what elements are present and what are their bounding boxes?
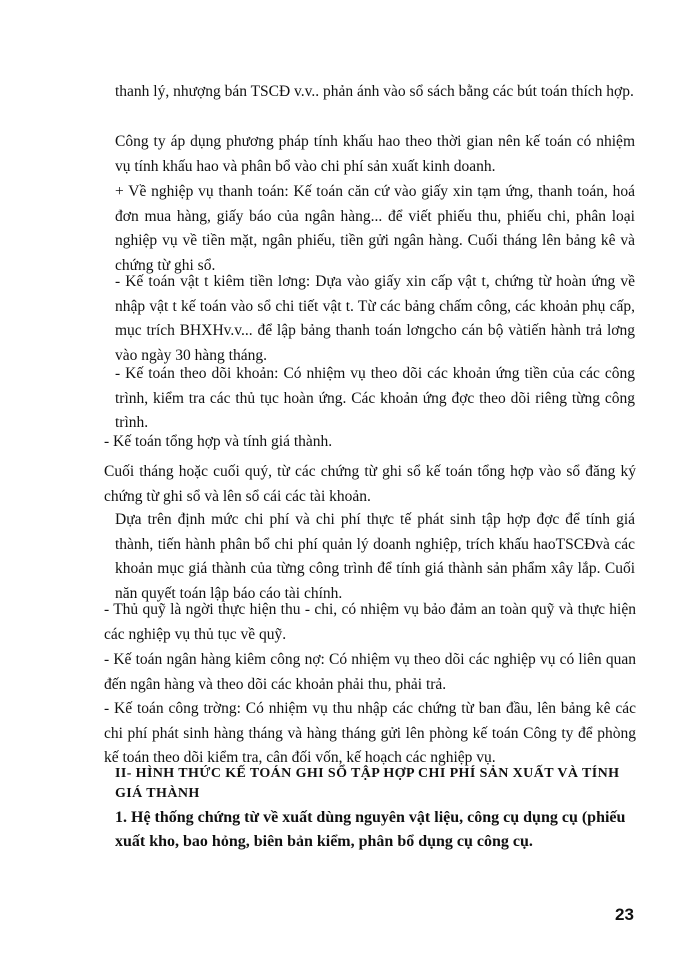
paragraph-advances: - Kế toán theo dõi khoản: Có nhiệm vụ theo dõi các khoản ứng tiền của các công trình, kiểm tra các thủ tục hoàn ứng. Các khoản ứng đợc theo dõi riêng từng công trình. xyxy=(115,365,635,431)
paragraph-treasurer: - Thủ quỹ là ngời thực hiện thu - chi, có nhiệm vụ bảo đảm an toàn quỹ và thực hiện các nghiệp vụ thủ tục về quỹ. xyxy=(104,601,636,643)
paragraph-site-accounting: - Kế toán công trờng: Có nhiệm vụ thu nhập các chứng từ ban đầu, lên bảng kê các chi phí phát sinh hàng tháng và hàng tháng gửi lên phòng kế toán Công ty để phòng kế toán theo dõi kiểm tra, cân đối vốn, kế hoạch các nghiệp vụ. xyxy=(104,700,636,766)
paragraph-depreciation: Công ty áp dụng phương pháp tính khấu hao theo thời gian nên kế toán có nhiệm vụ tính khấu hao và phân bổ vào chi phí sản xuất kinh doanh. xyxy=(115,133,635,175)
paragraph-general-accounting: - Kế toán tổng hợp và tính giá thành. xyxy=(104,433,333,450)
paragraph-disposal: thanh lý, nhượng bán TSCĐ v.v.. phản ánh vào sổ sách bằng các bút toán thích hợp. xyxy=(115,83,634,100)
section-heading: II- HÌNH THỨC KẾ TOÁN GHI SỔ TẬP HỢP CHI PHÍ SẢN XUẤT VÀ TÍNH GIÁ THÀNH xyxy=(115,766,620,801)
page-number: 23 xyxy=(615,905,634,924)
subheading: 1. Hệ thống chứng từ về xuất dùng nguyên vật liệu, công cụ dụng cụ (phiếu xuất kho, bao hỏng, biên bản kiểm, phân bổ dụng cụ công cụ. xyxy=(115,809,626,850)
paragraph-cost-allocation: Dựa trên định mức chi phí và chi phí thực tế phát sinh tập hợp đợc để tính giá thành, tiến hành phân bổ chi phí quản lý doanh nghiệp, trích khấu haoTSCĐvà các khoản mục giá thành của từng công trình để tính giá thành sản phẩm xây lắp. Cuối năn quyết toán lập báo cáo tài chính. xyxy=(115,511,635,602)
paragraph-materials-salary: - Kế toán vật t kiêm tiền lơng: Dựa vào giấy xin cấp vật t, chứng từ hoàn ứng về nhập vật t kế toán vào sổ chi tiết vật t. Từ các bảng chấm công, các khoản phụ cấp, mục trích BHXHv.v... để lập bảng thanh toán lơngcho cán bộ vàtiến hành trả lơng vào ngày 30 hàng tháng. xyxy=(115,273,635,364)
paragraph-bank-debt: - Kế toán ngân hàng kiêm công nợ: Có nhiệm vụ theo dõi các nghiệp vụ có liên quan đến ngân hàng và theo dõi các khoản phải thu, phải trả. xyxy=(104,651,636,693)
paragraph-payment: + Về nghiệp vụ thanh toán: Kế toán căn cứ vào giấy xin tạm ứng, thanh toán, hoá đơn mua hàng, giấy báo của ngân hàng... để viết phiếu thu, phiếu chi, phân loại nghiệp vụ về tiền mặt, ngân phiếu, tiền gửi ngân hàng. Cuối tháng lên bảng kê và chứng từ ghi sổ. xyxy=(115,183,635,274)
paragraph-monthly-close: Cuối tháng hoặc cuối quý, từ các chứng từ ghi sổ kế toán tổng hợp vào sổ đăng ký chứng từ ghi sổ và lên sổ cái các tài khoản. xyxy=(104,463,636,505)
